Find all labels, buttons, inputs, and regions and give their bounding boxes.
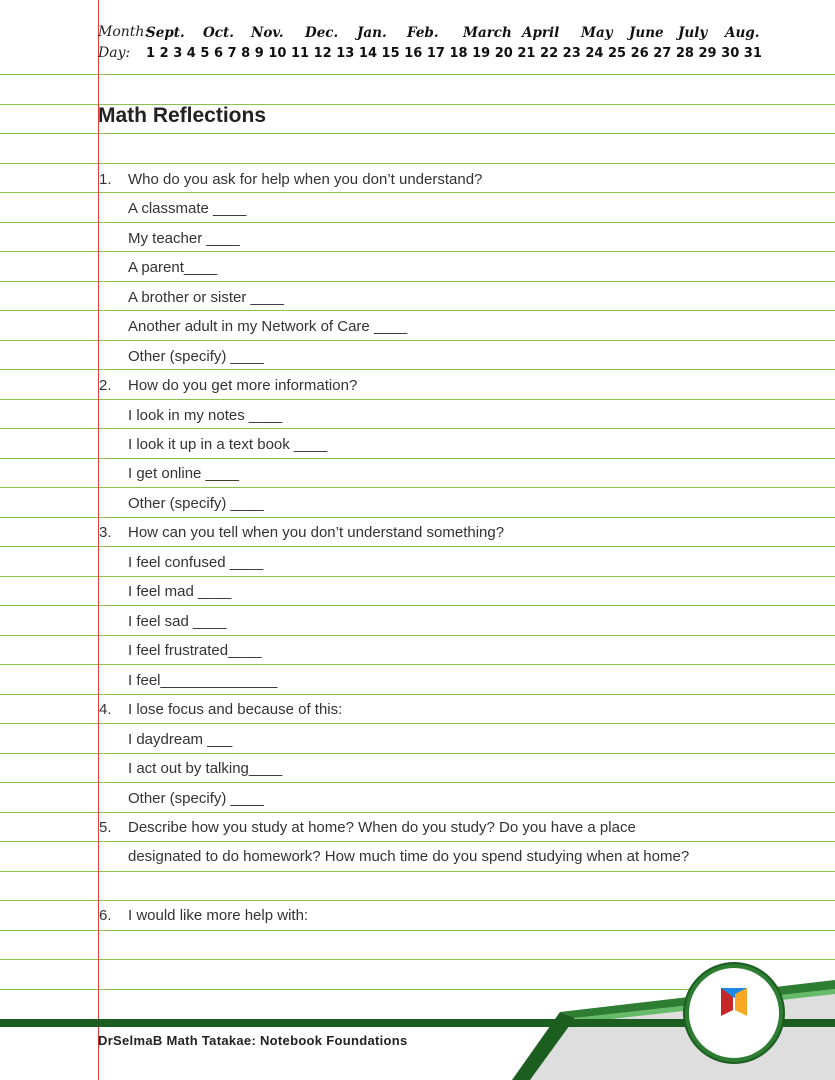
day-number[interactable]: 11 [290, 46, 310, 61]
month-feb[interactable]: Feb. [407, 25, 439, 41]
day-numbers [146, 46, 762, 61]
day-number[interactable]: 10 [268, 46, 287, 61]
answer-option[interactable]: I feel mad ____ [128, 583, 232, 600]
month-label: Month: [98, 24, 150, 40]
logo-icon [685, 964, 783, 1062]
answer-option[interactable]: Other (specify) ____ [128, 790, 264, 807]
month-may[interactable]: May [581, 25, 613, 41]
day-number[interactable]: 2 [159, 46, 169, 61]
answer-option[interactable]: A classmate ____ [128, 200, 247, 217]
month-oct[interactable]: Oct. [203, 25, 234, 41]
month-june[interactable]: June [629, 25, 664, 41]
day-number[interactable]: 22 [540, 46, 559, 61]
answer-option[interactable]: My teacher ____ [128, 230, 240, 247]
answer-option[interactable]: I feel sad ____ [128, 613, 227, 630]
day-number[interactable]: 30 [721, 46, 740, 61]
question-text: How can you tell when you don’t understand something? [128, 524, 505, 541]
month-april[interactable]: April [522, 25, 560, 41]
answer-option[interactable]: I act out by talking____ [128, 760, 283, 777]
question-number: 2. [99, 377, 112, 394]
day-number[interactable]: 9 [254, 46, 264, 61]
day-number[interactable]: 31 [743, 46, 762, 61]
day-number[interactable]: 7 [227, 46, 237, 61]
answer-option[interactable]: I feel______________ [128, 672, 278, 689]
answer-option[interactable]: I look it up in a text book ____ [128, 436, 328, 453]
question-number: 4. [99, 701, 112, 718]
month-dec[interactable]: Dec. [305, 25, 339, 41]
day-number[interactable]: 6 [213, 46, 224, 61]
answer-option[interactable]: I get online ____ [128, 465, 239, 482]
day-number[interactable]: 20 [494, 46, 513, 61]
question-number: 6. [99, 907, 112, 924]
day-number[interactable]: 28 [675, 46, 694, 61]
day-number[interactable]: 13 [336, 46, 355, 61]
day-number[interactable]: 12 [313, 46, 332, 61]
question-number: 3. [99, 524, 112, 541]
question-text: Describe how you study at home? When do you study? Do you have a place [128, 819, 636, 836]
day-number[interactable]: 24 [585, 46, 604, 61]
day-number[interactable]: 29 [698, 46, 717, 61]
day-number[interactable]: 16 [404, 46, 423, 61]
question-text-continued: designated to do homework? How much time do you spend studying when at home? [128, 848, 690, 865]
question-number: 1. [99, 171, 112, 188]
answer-option[interactable]: A parent____ [128, 259, 218, 276]
month-july[interactable]: July [678, 25, 708, 41]
question-number: 5. [99, 819, 112, 836]
day-number[interactable]: 4 [186, 46, 196, 61]
day-number[interactable]: 14 [358, 46, 377, 61]
day-number[interactable]: 8 [241, 46, 251, 61]
day-number[interactable]: 26 [630, 46, 649, 61]
answer-option[interactable]: Another adult in my Network of Care ____ [128, 318, 408, 335]
month-aug[interactable]: Aug. [725, 25, 760, 41]
question-text: Who do you ask for help when you don’t understand? [128, 171, 483, 188]
day-number[interactable]: 3 [173, 46, 183, 61]
footer-title: DrSelmaB Math Tatakae: Notebook Foundations [98, 1033, 408, 1048]
question-text: I would like more help with: [128, 907, 309, 924]
day-number[interactable]: 21 [517, 46, 536, 61]
answer-option[interactable]: I daydream ___ [128, 731, 233, 748]
answer-option[interactable]: I look in my notes ____ [128, 407, 283, 424]
question-text: I lose focus and because of this: [128, 701, 343, 718]
page-title: Math Reflections [98, 104, 267, 127]
day-number[interactable]: 1 [146, 46, 156, 61]
day-number[interactable]: 27 [653, 46, 672, 61]
answer-option[interactable]: Other (specify) ____ [128, 495, 264, 512]
answer-option[interactable]: I feel frustrated____ [128, 642, 262, 659]
day-number[interactable]: 5 [200, 46, 210, 61]
answer-option[interactable]: A brother or sister ____ [128, 289, 284, 306]
day-number[interactable]: 25 [607, 46, 627, 61]
month-nov[interactable]: Nov. [251, 25, 284, 41]
month-march[interactable]: March [463, 25, 512, 41]
month-sept[interactable]: Sept. [146, 25, 185, 41]
day-number[interactable]: 19 [472, 46, 491, 61]
answer-option[interactable]: Other (specify) ____ [128, 348, 264, 365]
day-number[interactable]: 23 [562, 46, 581, 61]
day-number[interactable]: 17 [426, 46, 445, 61]
question-text: How do you get more information? [128, 377, 358, 394]
day-number[interactable]: 15 [381, 46, 400, 61]
month-jan[interactable]: Jan. [357, 25, 387, 41]
day-label: Day: [98, 45, 131, 61]
answer-option[interactable]: I feel confused ____ [128, 554, 264, 571]
day-number[interactable]: 18 [449, 46, 468, 61]
logo-mark [689, 968, 779, 1058]
